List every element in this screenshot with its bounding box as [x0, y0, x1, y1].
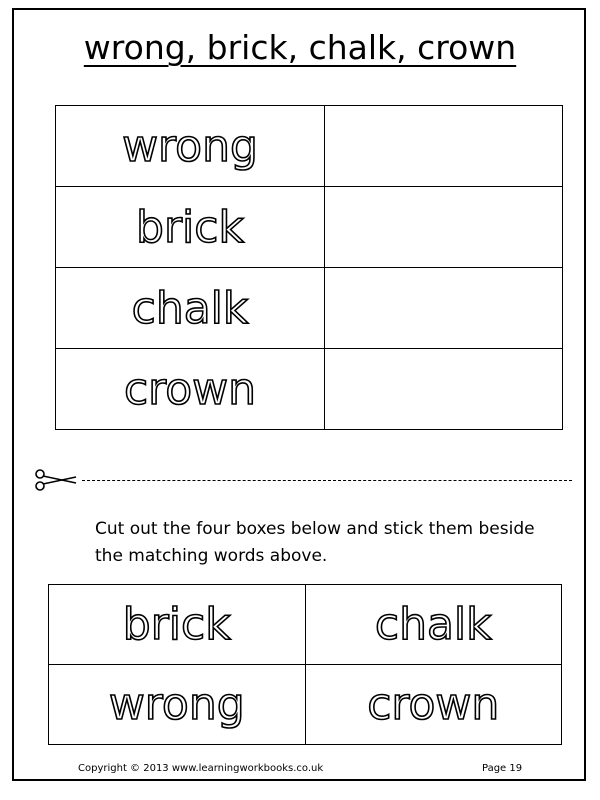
card-word: chalk — [374, 599, 492, 650]
word-cell — [56, 268, 325, 349]
table-row — [56, 268, 563, 349]
word-cell — [56, 187, 325, 268]
cut-line — [32, 468, 572, 492]
copyright-text: Copyright © 2013 www.learningworkbooks.co.uk — [78, 763, 324, 774]
scissors-icon — [32, 468, 80, 492]
card-cell — [305, 585, 562, 665]
table-row — [56, 187, 563, 268]
blank-cell — [325, 349, 563, 430]
word-label: crown — [123, 363, 257, 415]
dashed-line — [82, 480, 572, 481]
blank-cell — [325, 268, 563, 349]
word-label: wrong — [122, 120, 258, 172]
word-cell — [56, 106, 325, 187]
card-cell — [49, 585, 306, 665]
blank-cell — [325, 187, 563, 268]
matching-table — [55, 105, 563, 430]
table-row — [49, 665, 562, 745]
table-row — [56, 349, 563, 430]
blank-cell — [325, 106, 563, 187]
table-row — [56, 106, 563, 187]
card-word: wrong — [108, 679, 245, 730]
card-cell — [305, 665, 562, 745]
card-word: crown — [367, 679, 500, 730]
card-cell — [49, 665, 306, 745]
cut-out-cards — [48, 584, 562, 745]
page-title: wrong, brick, chalk, crown — [83, 28, 517, 67]
word-label: chalk — [131, 282, 249, 334]
card-word: brick — [122, 599, 231, 650]
table-row — [49, 585, 562, 665]
instruction-text: Cut out the four boxes below and stick them beside the matching words above. — [95, 519, 535, 566]
word-cell — [56, 349, 325, 430]
page-number: Page 19 — [482, 763, 523, 774]
word-label: brick — [136, 201, 244, 253]
